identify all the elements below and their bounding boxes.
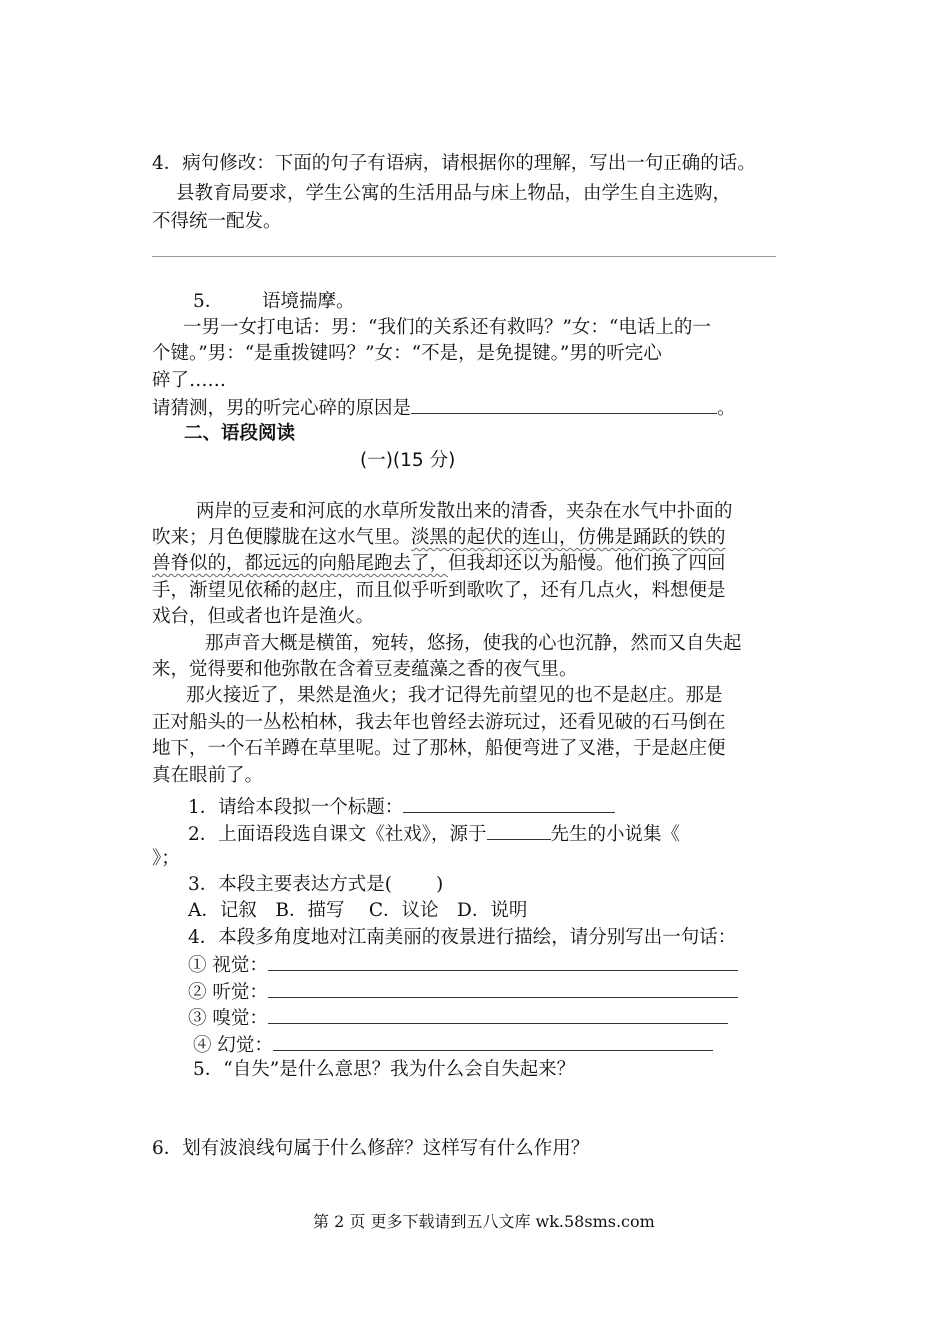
sense-illusion-blank[interactable] xyxy=(273,1035,713,1051)
passage-p3-line1: 那火接近了，果然是渔火；我才记得先前望见的也不是赵庄。那是 xyxy=(186,685,723,706)
sense-illusion xyxy=(193,1035,713,1056)
section-heading: 二、语段阅读 xyxy=(184,423,296,444)
passage-p1-line5: 戏台，但或者也许是渔火。 xyxy=(152,606,375,627)
q4-prompt: 4．病句修改：下面的句子有语病，请根据你的理解，写出一句正确的话。 xyxy=(152,153,756,174)
question-1-text: 1．请给本段拟一个标题： xyxy=(188,797,404,818)
question-5: 5．“自失”是什么意思？我为什么会自失起来？ xyxy=(193,1059,576,1080)
question-6: 6．划有波浪线句属于什么修辞？这样写有什么作用？ xyxy=(152,1138,590,1159)
wavy-underlined-sentence-part1: 淡黑的起伏的连山，仿佛是踊跃的铁的 xyxy=(411,527,726,548)
sense-smell-label: ③ 嗅觉： xyxy=(188,1008,268,1029)
sense-hearing-label: ② 听觉： xyxy=(188,982,268,1003)
passage-p2-line2: 来，觉得要和他弥散在含着豆麦蕴藻之香的夜气里。 xyxy=(152,659,578,680)
question-4: 4．本段多角度地对江南美丽的夜景进行描绘，请分别写出一句话： xyxy=(188,927,737,948)
sense-smell xyxy=(188,1008,728,1029)
sense-visual-blank[interactable] xyxy=(268,955,738,971)
passage-p1-line2-text: 吹来；月色便朦胧在这水气里。 xyxy=(152,527,412,548)
q4-sentence-line1: 县教育局要求，学生公寓的生活用品与床上物品，由学生自主选购， xyxy=(176,183,732,204)
q5-line3: 碎了…… xyxy=(152,370,227,391)
q5-line2: 个键。”男：“是重拨键吗？”女：“不是，是免提键。”男的听完心 xyxy=(152,343,662,364)
q4-sentence-line2: 不得统一配发。 xyxy=(152,211,282,232)
q5-title: 语境揣摩。 xyxy=(262,291,355,312)
sense-visual-label: ① 视觉： xyxy=(188,955,268,976)
sense-hearing xyxy=(188,982,738,1003)
q5-ask xyxy=(152,398,736,419)
question-2-text-a: 2．上面语段选自课文《社戏》，源于 xyxy=(188,824,487,845)
passage-p3-line3: 地下，一个石羊蹲在草里呢。过了那林，船便弯进了叉港，于是赵庄便 xyxy=(152,738,726,759)
passage-p1-line3 xyxy=(152,555,726,574)
question-3-text: 3．本段主要表达方式是( xyxy=(188,874,392,895)
passage-p1-line3-text: 但我却还以为船慢。他们换了四回 xyxy=(448,553,726,574)
wavy-underlined-sentence-part2: 兽脊似的，都远远的向船尾跑去了， xyxy=(152,553,449,574)
q5-ask-text: 请猜测，男的听完心碎的原因是 xyxy=(152,398,412,419)
sense-smell-blank[interactable] xyxy=(268,1008,728,1024)
question-2-text-b: 先生的小说集《 xyxy=(550,824,681,845)
q4-answer-line[interactable] xyxy=(152,256,776,257)
question-1 xyxy=(188,797,615,818)
sense-visual xyxy=(188,955,738,976)
passage-p3-line4: 真在眼前了。 xyxy=(152,765,264,786)
question-1-blank[interactable] xyxy=(403,797,615,813)
passage-p1-line1: 两岸的豆麦和河底的水草所发散出来的清香，夹杂在水气中扑面的 xyxy=(196,501,733,522)
page-footer: 第 2 页 更多下载请到五八文库 wk.58sms.com xyxy=(313,1212,655,1231)
q5-number: 5． xyxy=(193,291,224,312)
question-3 xyxy=(188,876,443,895)
passage-p3-line2: 正对船头的一丛松柏林，我去年也曾经去游玩过，还看见破的石马倒在 xyxy=(152,712,726,733)
question-2 xyxy=(188,824,680,845)
question-3-options: A．记叙 B．描写 C．议论 D．说明 xyxy=(188,900,528,921)
passage-p1-line2 xyxy=(152,529,726,548)
q5-ask-end: 。 xyxy=(717,398,736,419)
sense-hearing-blank[interactable] xyxy=(268,982,738,998)
question-3-close: ) xyxy=(436,874,444,895)
q5-line1: 一男一女打电话：男：“我们的关系还有救吗？”女：“电话上的一 xyxy=(183,317,711,338)
sense-illusion-label: ④ 幻觉： xyxy=(193,1035,273,1056)
question-2-author-blank[interactable] xyxy=(487,824,551,840)
passage-p2-line1: 那声音大概是横笛，宛转，悠扬，使我的心也沉静，然而又自失起 xyxy=(205,633,742,654)
section-subheading: (一)(15 分) xyxy=(360,450,456,471)
question-2-end: 》； xyxy=(152,848,180,869)
q5-answer-blank[interactable] xyxy=(411,398,717,414)
passage-p1-line4: 手，渐望见依稀的赵庄，而且似乎听到歌吹了，还有几点火，料想便是 xyxy=(152,580,726,601)
